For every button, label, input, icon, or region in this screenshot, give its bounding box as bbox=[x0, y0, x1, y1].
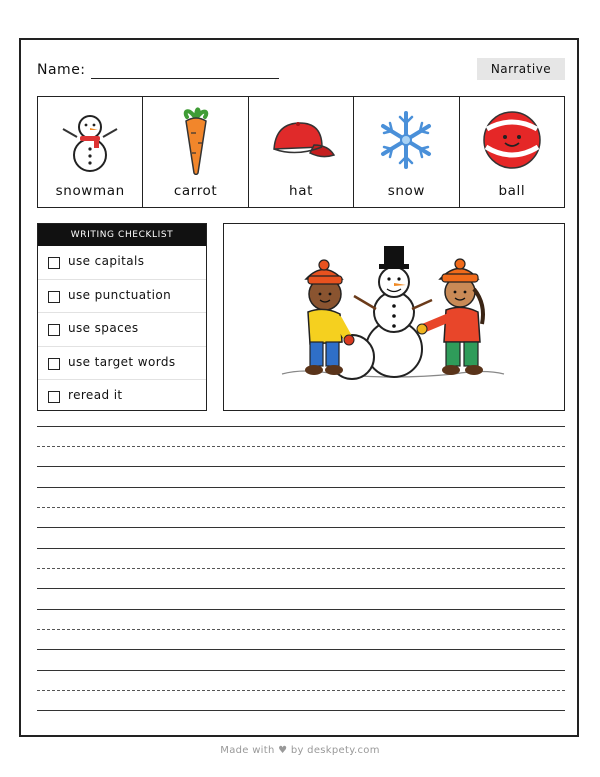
cap-icon bbox=[266, 105, 336, 175]
writing-checklist bbox=[37, 223, 207, 411]
vocab-word: ball bbox=[498, 183, 526, 199]
checklist-title: WRITING CHECKLIST bbox=[38, 224, 206, 246]
checkbox[interactable] bbox=[48, 358, 60, 370]
name-row bbox=[37, 60, 565, 84]
checklist-item[interactable] bbox=[38, 347, 206, 381]
footer-credit: Made with ♥ by deskpety.com bbox=[220, 745, 380, 756]
checklist-item[interactable] bbox=[38, 280, 206, 314]
checkbox[interactable] bbox=[48, 257, 60, 269]
writing-guide-line bbox=[37, 690, 565, 691]
vocab-word: snow bbox=[387, 183, 426, 199]
snowman-icon bbox=[55, 105, 125, 175]
writing-line bbox=[37, 670, 565, 671]
writing-line bbox=[37, 426, 565, 427]
writing-line bbox=[37, 588, 565, 589]
checklist-item-label: use target words bbox=[68, 354, 176, 369]
checklist-item[interactable] bbox=[38, 313, 206, 347]
writing-guide-line bbox=[37, 507, 565, 508]
vocabulary-strip bbox=[37, 96, 565, 208]
writing-line bbox=[37, 527, 565, 528]
writing-guide-line bbox=[37, 568, 565, 569]
vocab-word: snowman bbox=[55, 183, 125, 199]
writing-line bbox=[37, 710, 565, 711]
checklist-item-label: use capitals bbox=[68, 254, 145, 268]
writing-guide-line bbox=[37, 446, 565, 447]
vocab-cell-carrot bbox=[143, 97, 248, 207]
vocab-cell-snow bbox=[354, 97, 459, 207]
vocab-cell-ball bbox=[460, 97, 564, 207]
genre-badge: Narrative bbox=[477, 58, 565, 80]
checklist-item-label: reread it bbox=[68, 388, 123, 403]
vocab-word: hat bbox=[289, 183, 313, 199]
vocab-cell-snowman bbox=[38, 97, 143, 207]
checkbox[interactable] bbox=[48, 324, 60, 336]
name-label: Name: bbox=[37, 62, 86, 78]
ball-icon bbox=[477, 105, 547, 175]
writing-line bbox=[37, 609, 565, 610]
writing-line bbox=[37, 649, 565, 650]
checklist-item-label: use punctuation bbox=[68, 287, 172, 302]
kids-building-snowman-illustration bbox=[224, 224, 563, 409]
writing-line bbox=[37, 487, 565, 488]
vocab-word: carrot bbox=[173, 183, 218, 199]
writing-line bbox=[37, 466, 565, 467]
vocab-cell-hat bbox=[249, 97, 354, 207]
writing-line bbox=[37, 548, 565, 549]
checklist-item[interactable] bbox=[38, 246, 206, 280]
checkbox[interactable] bbox=[48, 291, 60, 303]
carrot-icon bbox=[161, 105, 231, 175]
name-field[interactable] bbox=[91, 78, 279, 79]
scene-picture bbox=[223, 223, 565, 411]
writing-guide-line bbox=[37, 629, 565, 630]
checklist-item[interactable] bbox=[38, 380, 206, 413]
checkbox[interactable] bbox=[48, 391, 60, 403]
worksheet bbox=[19, 38, 579, 737]
checklist-item-label: use spaces bbox=[68, 321, 139, 336]
snowflake-icon bbox=[371, 105, 441, 175]
